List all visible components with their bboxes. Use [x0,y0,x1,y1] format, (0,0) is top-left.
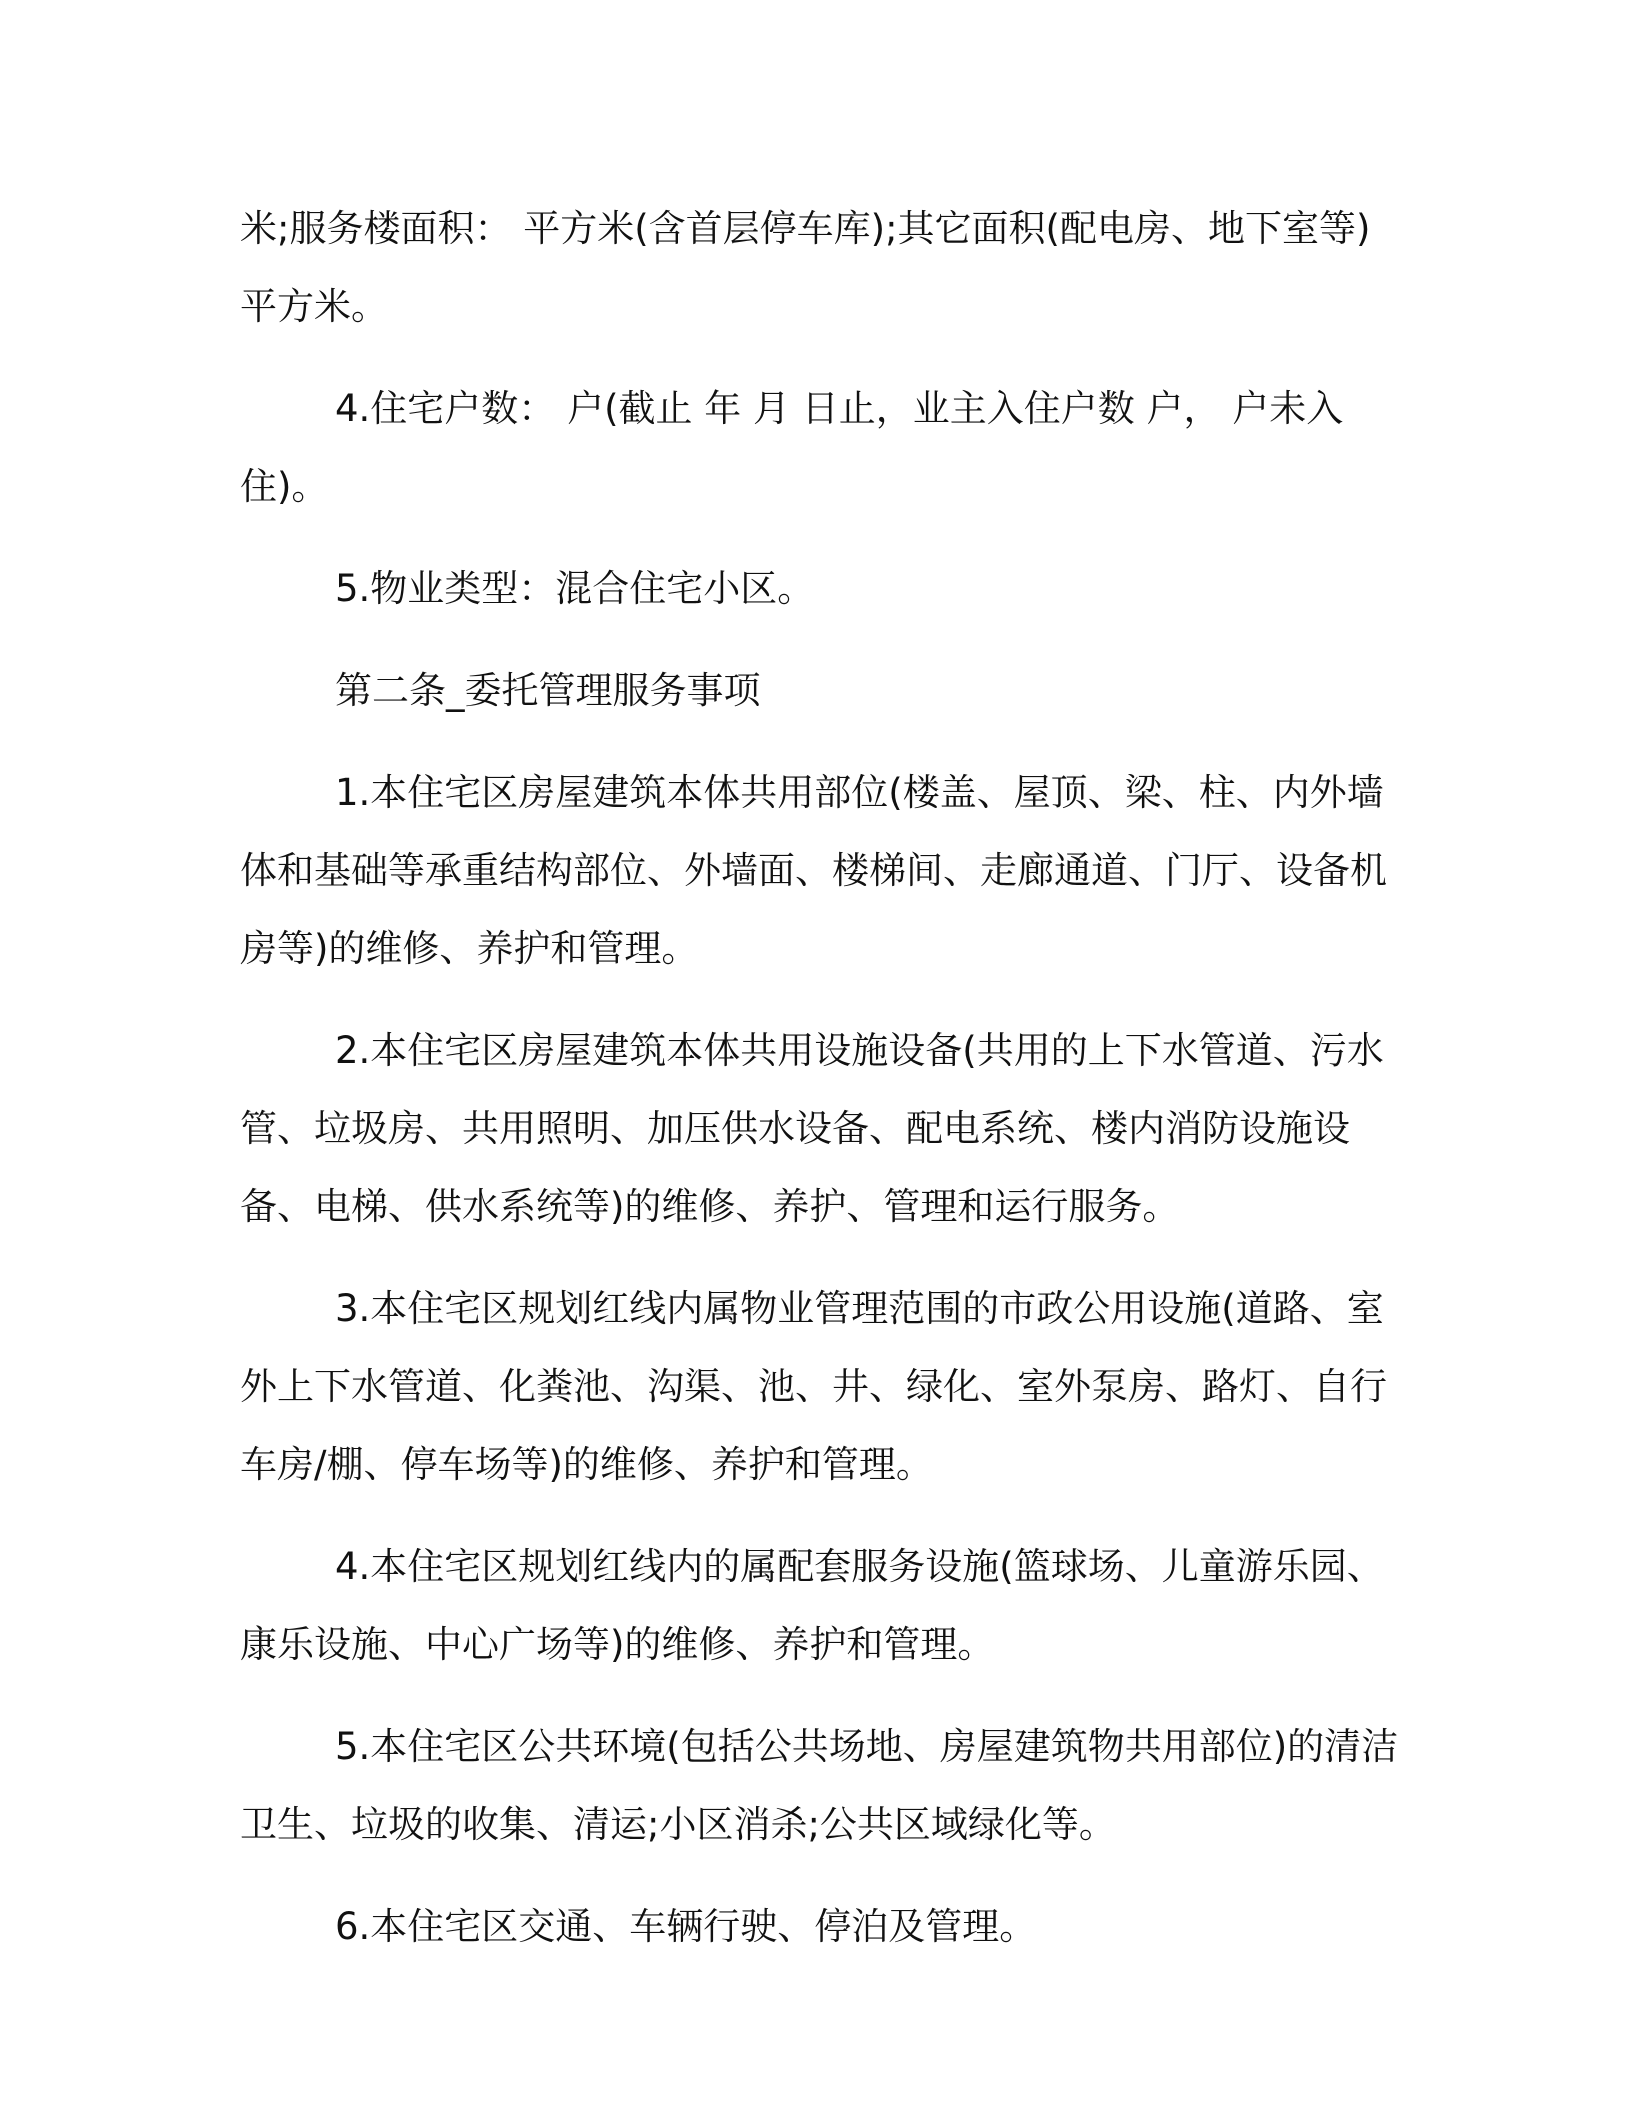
paragraph-property-type: 5.物业类型：混合住宅小区。 [335,567,815,610]
paragraph-item-6: 6.本住宅区交通、车辆行驶、停泊及管理。 [335,1905,1037,1948]
paragraph-item-4: 4.本住宅区规划红线内的属配套服务设施(篮球场、儿童游乐园、康乐设施、中心广场等)的维修、养护和管理。 [240,1545,1384,1666]
document-body [240,190,1400,1990]
paragraph-item-1: 1.本住宅区房屋建筑本体共用部位(楼盖、屋顶、梁、柱、内外墙体和基础等承重结构部位、外墙面、楼梯间、走廊通道、门厅、设备机房等)的维修、养护和管理。 [240,771,1387,970]
section-heading-article-2: 第二条_委托管理服务事项 [335,669,761,712]
paragraph-item-3: 3.本住宅区规划红线内属物业管理范围的市政公用设施(道路、室外上下水管道、化粪池、沟渠、池、井、绿化、室外泵房、路灯、自行车房/棚、停车场等)的维修、养护和管理。 [240,1287,1387,1486]
paragraph-household-count: 4.住宅户数： 户(截止 年 月 日止，业主入住户数 户， 户未入住)。 [240,387,1344,508]
paragraph-item-2: 2.本住宅区房屋建筑本体共用设施设备(共用的上下水管道、污水管、垃圾房、共用照明、加压供水设备、配电系统、楼内消防设施设备、电梯、供水系统等)的维修、养护、管理和运行服务。 [240,1029,1384,1228]
paragraph-item-5: 5.本住宅区公共环境(包括公共场地、房屋建筑物共用部位)的清洁卫生、垃圾的收集、清运;小区消杀;公共区域绿化等。 [240,1725,1399,1846]
paragraph-area-continuation: 米;服务楼面积： 平方米(含首层停车库);其它面积(配电房、地下室等) 平方米。 [240,207,1371,328]
